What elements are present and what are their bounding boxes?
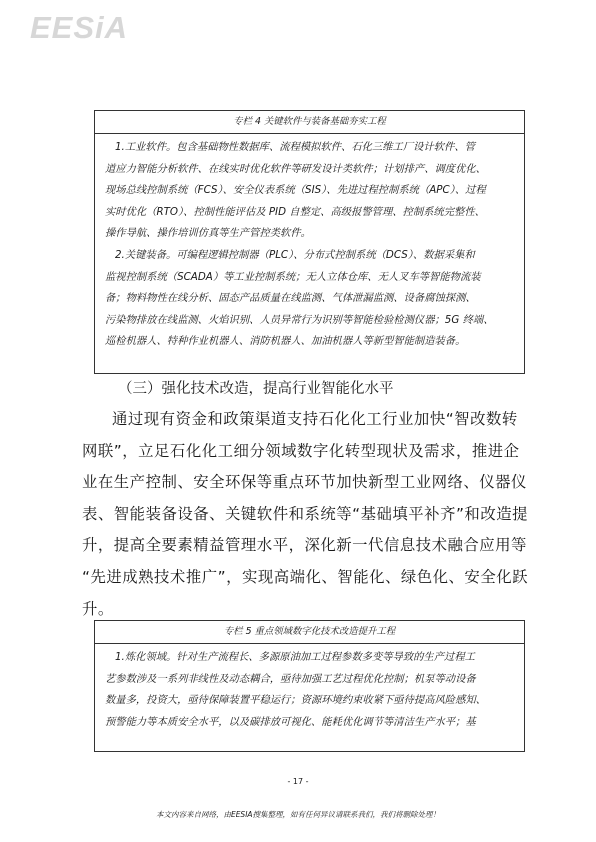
box-line: 道应力智能分析软件、在线实时优化软件等研发设计类软件；计划排产、调度优化、 xyxy=(105,162,486,175)
box-line: 1.炼化领域。针对生产流程长、多源原油加工过程参数多变等导致的生产过程工 xyxy=(115,651,475,663)
column-box-5-body xyxy=(95,644,524,733)
box-line: 预警能力等本质安全水平，以及碳排放可视化、能耗优化调节等清洁生产水平；基 xyxy=(105,715,476,728)
column-box-5 xyxy=(94,620,525,752)
box-line: 巡检机器人、特种作业机器人、消防机器人、加油机器人等新型智能制造装备。 xyxy=(105,335,466,348)
box-line: 操作导航、操作培训仿真等生产管控类软件。 xyxy=(105,227,311,240)
column-box-5-title: 专栏 5 重点领域数字化技术改造提升工程 xyxy=(95,621,524,644)
paragraph-line: 升，提高全要素精益管理水平，深化新一代信息技术融合应用等 xyxy=(82,536,527,555)
footer-notice: 本文内容来自网络，由EESIA搜集整理，如有任何异议请联系我们，我们将删除处理！ xyxy=(155,810,441,819)
paragraph-line: 通过现有资金和政策渠道支持石化化工行业加快“智改数转 xyxy=(112,410,518,428)
column-box-4-body xyxy=(95,134,524,353)
paragraph-line: 业在生产控制、安全环保等重点环节加快新型工业网络、仪器仪 xyxy=(82,473,527,492)
section-heading: （三）强化技术改造，提高行业智能化水平 xyxy=(118,381,394,397)
box-line: 现场总线控制系统（FCS）、安全仪表系统（SIS）、先进过程控制系统（APC）、过程 xyxy=(105,184,486,197)
paragraph-line: 网联”，立足石化化工细分领域数字化转型现状及需求，推进企 xyxy=(82,441,520,460)
paragraph-line: “先进成熟技术推广”，实现高端化、智能化、绿色化、安全化跃 xyxy=(82,567,528,586)
page-number: - 17 - xyxy=(287,777,309,786)
box-line: 污染物排放在线监测、火焰识别、人员异常行为识别等智能检验检测仪器；5G 终端、 xyxy=(105,313,494,326)
box-line: 2.关键装备。可编程逻辑控制器（PLC）、分布式控制系统（DCS）、数据采集和 xyxy=(115,248,475,261)
paragraph-line: 表、智能装备设备、关键软件和系统等“基础填平补齐”和改造提 xyxy=(82,504,528,523)
box-line: 艺参数涉及一系列非线性及动态耦合，亟待加强工艺过程优化控制；机泵等动设备 xyxy=(105,672,476,685)
box-line: 监视控制系统（SCADA）等工业控制系统；无人立体仓库、无人叉车等智能物流装 xyxy=(105,270,481,283)
section-paragraph xyxy=(82,404,528,625)
box-line: 实时优化（RTO）、控制性能评估及 PID 自整定、高级报警管理、控制系统完整性、 xyxy=(105,205,485,218)
paragraph-line: 升。 xyxy=(82,599,114,618)
box-line: 备；物料物性在线分析、固态产品质量在线监测、气体泄漏监测、设备腐蚀探测、 xyxy=(105,292,476,305)
eesia-logo: EESiA xyxy=(30,10,129,45)
column-box-4 xyxy=(94,110,525,374)
box-line: 1.工业软件。包含基础物性数据库、流程模拟软件、石化三维工厂设计软件、管 xyxy=(115,141,475,153)
column-box-4-title: 专栏 4 关键软件与装备基础夯实工程 xyxy=(95,111,524,134)
box-line: 数量多，投资大，亟待保障装置平稳运行；资源环境约束收紧下亟待提高风险感知、 xyxy=(105,694,486,707)
